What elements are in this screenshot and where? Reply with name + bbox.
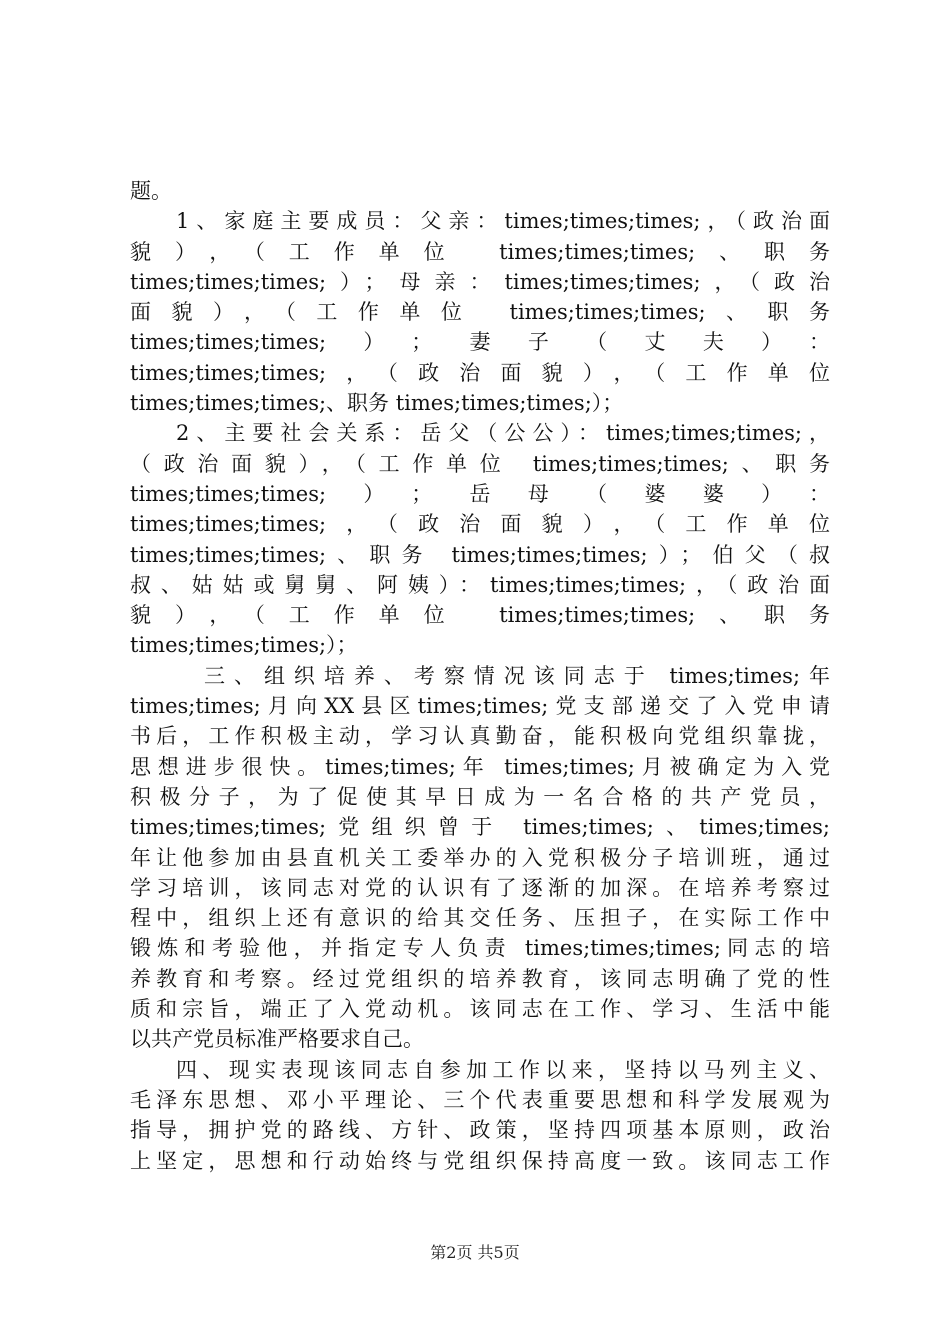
text-line: （政治面貌），（工作单位 times;times;times;、职务 — [130, 451, 830, 476]
text-line: times;times;times;、职务 times;times;times;）； — [130, 391, 624, 416]
section-heading-line: 三、组织培养、考察情况该同志于 times;times;年 — [204, 663, 830, 688]
text-line: times;times;times;、职务 times;times;times;）；伯父（叔 — [130, 542, 830, 567]
text-line: 指导，拥护党的路线、方针、政策，坚持四项基本原则，政治 — [130, 1118, 830, 1143]
page-number-footer: 第2页 共5页 — [430, 1243, 520, 1262]
text-line: 以共产党员标准严格要求自己。 — [130, 1027, 424, 1052]
text-line: 叔、姑姑或舅舅、阿姨）：times;times;times;，（政治面 — [130, 572, 830, 597]
text-line: 书后，工作积极主动，学习认真勤奋，能积极向党组织靠拢， — [130, 724, 830, 749]
text-line: 年让他参加由县直机关工委举办的入党积极分子培训班，通过 — [130, 845, 830, 870]
text-line: 貌），（工作单位 times;times;times;、职务 — [130, 603, 830, 628]
text-line: 积极分子，为了促使其早日成为一名合格的共产党员， — [130, 784, 830, 809]
text-line: times;times;times;，（政治面貌），（工作单位 — [130, 360, 830, 385]
text-line: times;times;times;，（政治面貌），（工作单位 — [130, 512, 830, 537]
text-line: 程中，组织上还有意识的给其交任务、压担子，在实际工作中 — [130, 906, 830, 931]
text-line: 2、主要社会关系：岳父（公公）：times;times;times;， — [176, 421, 830, 446]
text-line: 貌），（工作单位 times;times;times;、职务 — [130, 239, 830, 264]
text-line: 学习培训，该同志对党的认识有了逐渐的加深。在培养考察过 — [130, 875, 830, 900]
text-line: 质和宗旨，端正了入党动机。该同志在工作、学习、生活中能 — [130, 997, 830, 1022]
text-line: 思想进步很快。times;times;年 times;times;月被确定为入党 — [130, 754, 830, 779]
text-line: 题。 — [130, 179, 172, 203]
text-line: times;times;月向XX县区times;times;党支部递交了入党申请 — [130, 694, 830, 719]
text-line: 养教育和考察。经过党组织的培养教育，该同志明确了党的性 — [130, 966, 830, 991]
text-line: times;times;times;）；母亲：times;times;times;，（政治 — [130, 269, 830, 294]
text-line: times;times;times;）； — [130, 633, 358, 658]
text-line: 面貌），（工作单位 times;times;times;、职务 — [130, 300, 830, 325]
text-line: 锻炼和考验他，并指定专人负责 times;times;times;同志的培 — [130, 936, 830, 961]
document-body — [130, 176, 830, 1176]
section-heading-line: 四、现实表现该同志自参加工作以来，坚持以马列主义、 — [176, 1057, 830, 1082]
text-line: 毛泽东思想、邓小平理论、三个代表重要思想和科学发展观为 — [130, 1087, 830, 1112]
text-line: 上坚定，思想和行动始终与党组织保持高度一致。该同志工作 — [130, 1148, 830, 1173]
text-line: times;times;times;党组织曾于 times;times;、times;times; — [130, 815, 830, 840]
text-line: times;times;times;）；岳母（婆婆）： — [130, 481, 830, 506]
text-line: 1、家庭主要成员：父亲：times;times;times;，（政治面 — [176, 209, 830, 234]
text-line: times;times;times;）；妻子（丈夫）： — [130, 330, 830, 355]
